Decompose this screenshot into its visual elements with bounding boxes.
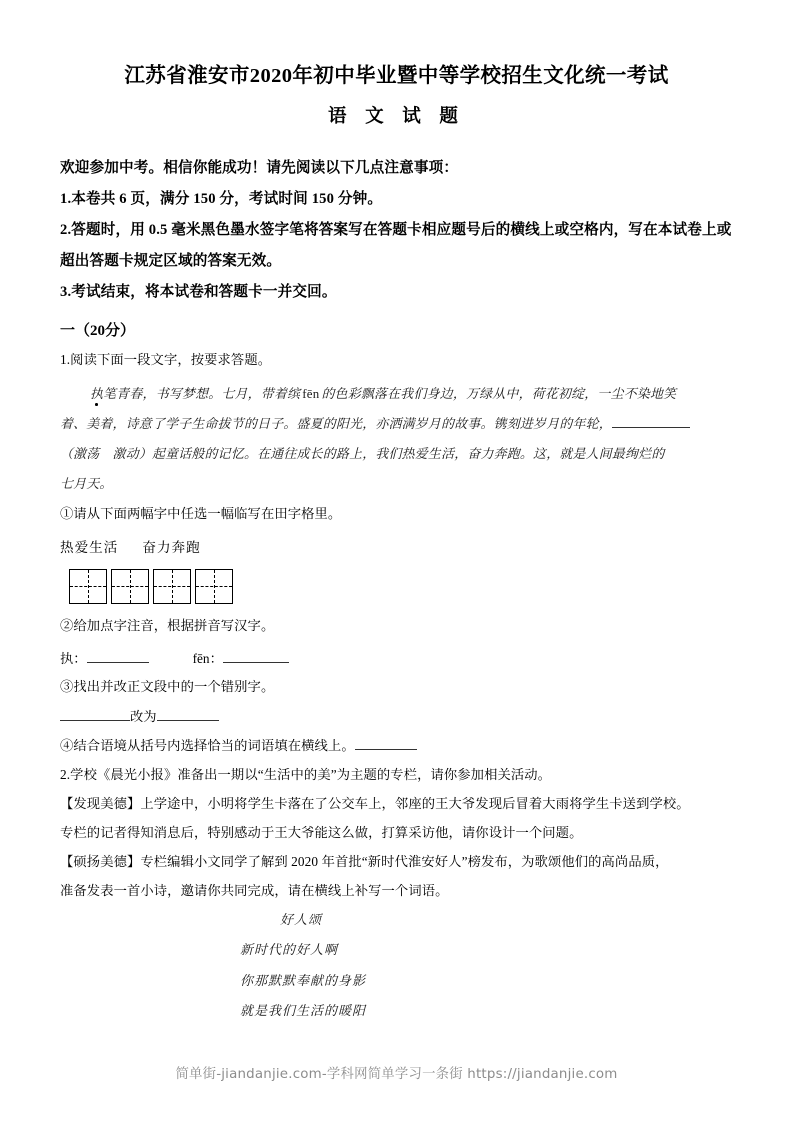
question-2-task-2-line-1 (60, 848, 747, 877)
pinyin-fen: fēn (302, 386, 320, 401)
question-1-passage (0, 375, 793, 500)
tianzige-cell[interactable] (69, 569, 107, 604)
question-2-stem: 2.学校《晨光小报》准备出一期以“生活中的美”为主题的专栏，请你参加相关活动。 (60, 766, 552, 782)
passage-blank-1[interactable] (612, 427, 690, 428)
correction-blank-to[interactable] (157, 720, 219, 721)
sub-question-4-blank[interactable] (355, 749, 417, 750)
pinyin-blank-fen[interactable] (223, 662, 289, 663)
passage-line-3: （激荡 激动）起童话般的记忆。在通往成长的路上，我们热爱生活，奋力奔跑。这，就是人间最绚烂的 (60, 447, 665, 463)
sub-question-3-text: ③找出并改正文段中的一个错别字。 (60, 678, 275, 694)
correction-connector: 改为 (130, 708, 157, 724)
correction-answer-row (0, 702, 793, 732)
passage-line-4: 七月天。 (60, 477, 113, 493)
page-subtitle: 语 文 试 题 (328, 106, 465, 127)
task-2-text-1: 专栏编辑小文同学了解到 2020 年首批“新时代淮安好人”榜发布，为歌颂他们的高尚品质， (140, 853, 669, 869)
pinyin-blank-zhi[interactable] (87, 662, 149, 663)
instructions-item-2: 2.答题时，用 0.5 毫米黑色墨水签字笔将答案写在答题卡相应题号后的横线上或空格内，写在本试卷上或超出答题卡规定区域的答案无效。 (60, 221, 732, 269)
dotted-char-zhi: 执 (90, 386, 104, 402)
question-1-block (0, 346, 793, 375)
passage-line-2 (60, 410, 751, 440)
task-1-label: 【发现美德】 (60, 795, 141, 811)
calligraphy-choices (0, 529, 793, 561)
sub-question-4-block (0, 732, 793, 761)
pinyin-label-zhi: 执： (60, 650, 87, 666)
poem-line: 就是我们生活的暖阳 (240, 1004, 367, 1020)
calligraphy-choice-a: 热爱生活 (60, 540, 119, 556)
passage-line-1 (60, 379, 751, 410)
poem-block (0, 906, 793, 1028)
correction-blank-from[interactable] (60, 720, 130, 721)
question-2-task-2-line-2: 准备发表一首小诗，邀请你共同完成，请在横线上补写一个词语。 (60, 882, 449, 898)
sub-question-4-text: ④结合语境从括号内选择恰当的词语填在横线上。 (60, 737, 355, 753)
sub-question-3-block (0, 673, 793, 702)
instructions-item-1: 1.本卷共 6 页，满分 150 分，考试时间 150 分钟。 (60, 190, 383, 207)
question-2-task-1-line-1 (60, 790, 747, 819)
passage-line-2-text: 着、美着，诗意了学子生命拔节的日子。盛夏的阳光，亦洒满岁月的故事。镌刻进岁月的年轮， (60, 416, 612, 432)
page-title: 江苏省淮安市2020年初中毕业暨中等学校招生文化统一考试 (124, 65, 669, 87)
footer-watermark: 简单街-jiandanjie.com-学科网简单学习一条街 https://jiandanjie.com (175, 1067, 618, 1082)
pinyin-label-fen: fēn： (192, 650, 223, 666)
tianzige-grid[interactable] (0, 561, 793, 604)
tianzige-cell[interactable] (153, 569, 191, 604)
passage-line-1-text-b: 的色彩飘落在我们身边，万绿从中，荷花初绽，一尘不染地笑 (321, 386, 677, 402)
question-1-stem: 1.阅读下面一段文字，按要求答题。 (60, 351, 272, 367)
tianzige-cell[interactable] (111, 569, 149, 604)
poem-line: 你那默默奉献的身影 (240, 973, 367, 989)
task-2-label: 【硕扬美德】 (60, 853, 141, 869)
instructions-intro: 欢迎参加中考。相信你能成功！请先阅读以下几点注意事项： (60, 159, 459, 176)
sub-question-2-text: ②给加点字注音，根据拼音写汉字。 (60, 617, 275, 633)
tianzige-cell[interactable] (195, 569, 233, 604)
sub-question-2-block (0, 604, 793, 641)
calligraphy-choice-b: 奋力奔跑 (142, 540, 201, 556)
instructions-item-3: 3.考试结束，将本试卷和答题卡一并交回。 (60, 283, 337, 300)
section-heading: 一（20分） (60, 323, 136, 340)
task-1-text-1: 上学途中，小明将学生卡落在了公交车上，邻座的王大爷发现后冒着大雨将学生卡送到学校。 (140, 795, 690, 811)
question-2-block (0, 761, 793, 906)
question-2-task-1-line-2: 专栏的记者得知消息后，特别感动于王大爷能这么做，打算采访他，请你设计一个问题。 (60, 824, 583, 840)
sub-question-1-text: ①请从下面两幅字中任选一幅临写在田字格里。 (60, 506, 342, 522)
pinyin-answer-row (0, 641, 793, 673)
poem-line: 新时代的好人啊 (240, 943, 339, 959)
passage-line-1-text-a: 笔青春，书写梦想。七月，带着缤 (103, 386, 301, 402)
sub-question-1-block (0, 500, 793, 529)
sub-question-4-row (60, 732, 747, 761)
instructions-block (0, 129, 793, 308)
poem-title: 好人颂 (280, 912, 323, 928)
